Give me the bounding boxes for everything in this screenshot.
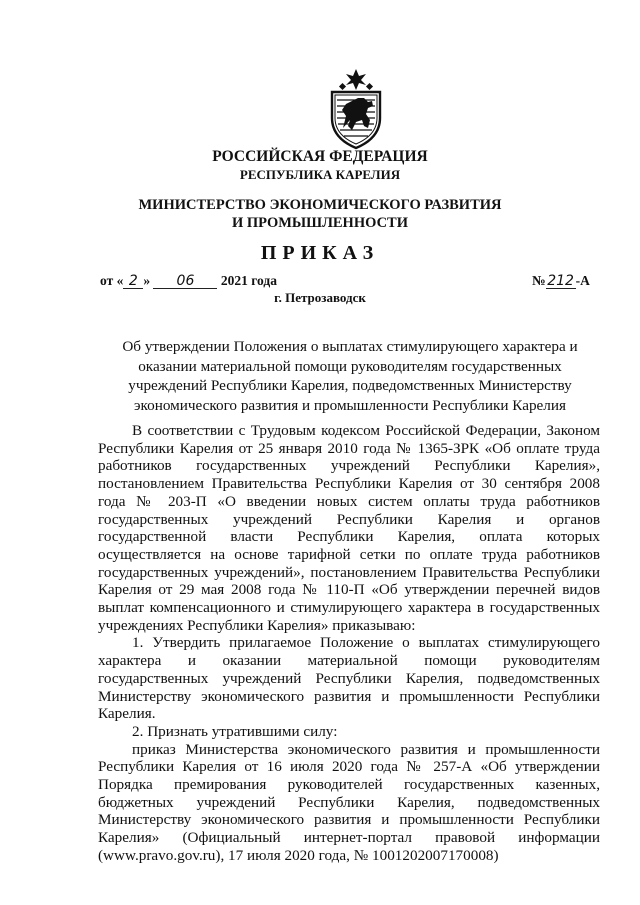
federation-heading: РОССИЙСКАЯ ФЕДЕРАЦИЯ — [212, 148, 428, 165]
ministry-heading-line2: И ПРОМЫШЛЕННОСТИ — [232, 215, 408, 231]
ministry-heading-line1: МИНИСТЕРСТВО ЭКОНОМИЧЕСКОГО РАЗВИТИЯ — [138, 197, 502, 213]
order-date — [100, 273, 277, 289]
republic-heading: РЕСПУБЛИКА КАРЕЛИЯ — [239, 167, 401, 182]
date-year: 2021 года — [220, 273, 277, 288]
document-body — [98, 422, 600, 865]
date-mid: » — [143, 273, 151, 288]
repealed-order-paragraph: приказ Министерства экономического развития и промышленности Республики Карелия от 16 июля 2020 года № 257-А «Об утверждении Порядка премирования руководителей государственных казенных, бюджетных учреждений Республики Карелия, подведомственных Министерству экономического развития и промышленности Республики Карелия» (Официальный интернет-портал правовой информации (www.pravo.gov.ru), 17 июля 2020 года, № 1001202007170008) — [98, 740, 600, 864]
number-suffix: -А — [575, 273, 590, 288]
number-value: 212 — [547, 273, 574, 289]
date-month: 06 — [153, 274, 217, 289]
document-title: Об утверждении Положения о выплатах стимулирующего характера и оказании материальной помощи руководителям государственных учреждений Республики Карелия, подведомственных Министерству экономического развития и промышленности Республики Карелия — [122, 338, 578, 415]
item-2-paragraph: 2. Признать утратившими силу: — [132, 722, 338, 740]
document-type-heading: ПРИКАЗ — [260, 242, 380, 264]
city-line: г. Петрозаводск — [274, 290, 366, 305]
item-1-paragraph: 1. Утвердить прилагаемое Положение о выплатах стимулирующего характера и оказании материальной помощи руководителям государственных учреждений Республики Карелия, подведомственных Министерству экономического развития и промышленности Республики Карелия. — [98, 634, 600, 723]
date-prefix: от « — [100, 273, 124, 288]
date-day: 2 — [123, 274, 143, 289]
karelia-coat-of-arms-icon — [328, 68, 384, 150]
order-number — [532, 273, 590, 289]
preamble-paragraph: В соответствии с Трудовым кодексом Российской Федерации, Законом Республики Карелия от 25 января 2010 года № 1365-ЗРК «Об оплате труда работников государственных учреждений Республики Карелия», постановлением Правительства Республики Карелия от 30 сентября 2008 года № 203-П «О введении новых систем оплаты труда работников государственных учреждений Республики Карелия и органов государственной власти Республики Карелия, оплата которых осуществляется на основе тарифной сетки по оплате труда работников государственных учреждений», постановлением Правительства Республики Карелия от 29 мая 2008 года № 110-П «Об утверждении перечней видов выплат компенсационного и стимулирующего характера в государственных учреждениях Республики Карелия» приказываю: — [98, 422, 600, 634]
number-prefix: № — [532, 273, 546, 288]
